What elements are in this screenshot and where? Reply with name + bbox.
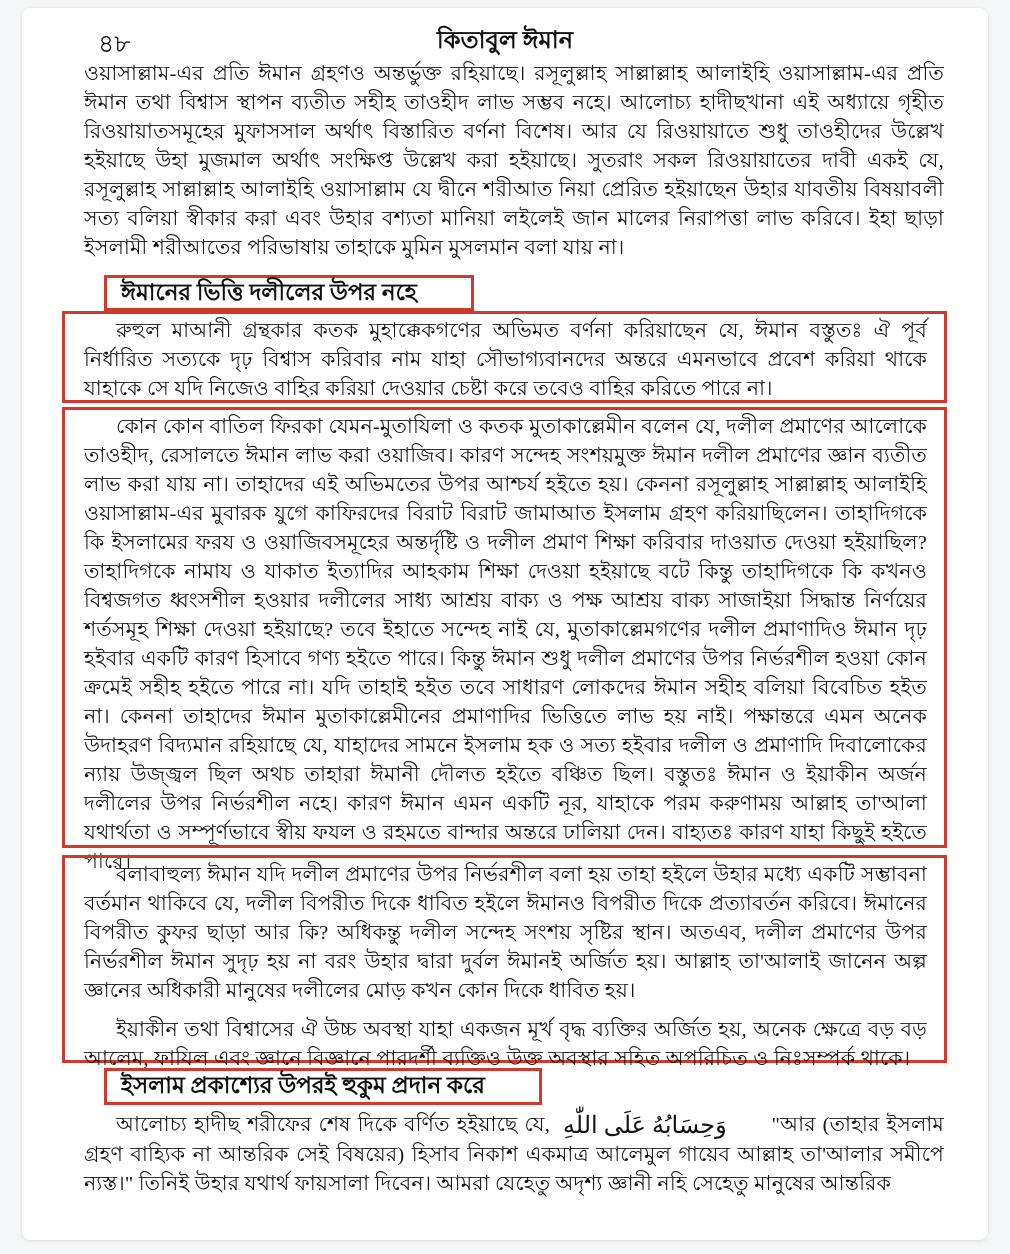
box3-paragraph-2: ইয়াকীন তথা বিশ্বাসের ঐ উচ্চ অবস্থা যাহা একজন মূর্খ বৃদ্ধ ব্যক্তির অর্জিত হয়, অনেক ক্ষেত্রে বড় বড় আলেম, ফাযিল এবং জ্ঞানে বিজ্ঞানে পারদর্শী ব্যক্তিও উক্ত অবস্থার সহিত অপরিচিত ও নিঃসম্পর্ক থাকে। [84,1019,927,1070]
section1-heading-highlight-box [104,275,474,311]
box3-content [84,861,927,1074]
section2-heading-highlight-box [104,1068,542,1105]
section1-heading: ঈমানের ভিত্তি দলীলের উপর নহে [121,279,417,305]
highlight-box-1 [62,311,947,403]
page-number: ৪৮ [98,31,131,58]
section2-heading: ইসলাম প্রকাশ্যের উপরই হুকুম প্রদান করে [121,1073,485,1098]
highlight-box-2 [62,407,947,873]
closing-paragraph [84,1111,944,1199]
highlight-box-3 [62,855,947,1070]
closing-paragraph-start: আলোচ্য হাদীছ শরীফের শেষ দিকে বর্ণিত হইয়াছে যে, [116,1114,551,1136]
box3-paragraph-1: বলাবাহুল্য ঈমান যদি দলীল প্রমাণের উপর নির্ভরশীল বলা হয় তাহা হইলে উহার মধ্যে একটি সম্ভাবনা বর্তমান থাকিবে যে, দলীল বিপরীত দিকে ধাবিত হইলে ঈমানও বিপরীত দিকে প্রত্যাবর্তন করিবে। ঈমানের বিপরীত কুফর ছাড়া আর কি? অধিকন্তু দলীল সন্দেহ সংশয় সৃষ্টির স্থান। অতএব, দলীল প্রমাণের উপর নির্ভরশীল ঈমান সুদৃঢ় হয় না বরং উহার দ্বারা দুর্বল ঈমানই অর্জিত হয়। আল্লাহ তা'আলাই জানেন অল্প জ্ঞানের অধিকারী মানুষের দলীলের মোড় কখন কোন দিকে ধাবিত হয়। [84,864,927,1002]
box2-paragraph: কোন কোন বাতিল ফিরকা যেমন-মুতাযিলা ও কতক মুতাকাল্লেমীন বলেন যে, দলীল প্রমাণের আলোকে তাওহীদ, রেসালতে ঈমান লাভ করা ওয়াজিব। কারণ সন্দেহ সংশয়মুক্ত ঈমান দলীল প্রমাণের জ্ঞান ব্যতীত লাভ করা যায় না। তাহাদের এই অভিমতের উপর আশ্চর্য হইতে হয়। কেননা রসূলুল্লাহ সাল্লাল্লাহ আলাইহি ওয়াসাল্লাম-এর মুবারক যুগে কাফিরদের বিরাট বিরাট জামাআত ইসলাম গ্রহণ করিয়াছিলেন। তাহাদিগকে কি ইসলামের ফরয ও ওয়াজিবসমূহের অন্তর্দৃষ্টি ও দলীল প্রমাণ শিক্ষা করিবার দাওয়াত দেওয়া হইয়াছিল? তাহাদিগকে নামায ও যাকাত ইত্যাদির আহকাম শিক্ষা দেওয়া হইয়াছে বটে কিন্তু তাহাদিগকে কি কখনও বিশ্বজগত ধ্বংসশীল হওয়ার দলীলের সাধ্য আশ্রয় বাক্য ও পক্ষ আশ্রয় বাক্য সাজাইয়া সিদ্ধান্ত নির্ণয়ের শর্তসমূহ শিক্ষা দেওয়া হইয়াছে? তবে ইহাতে সন্দেহ নাই যে, মুতাকাল্লেমগণের দলীল প্রমাণাদিও ঈমান দৃঢ় হইবার একটি কারণ হিসাবে গণ্য হইতে পারে। কিন্তু ঈমান শুধু দলীল প্রমাণের উপর নির্ভরশীল হওয়া কোন ক্রমেই সহীহ হইতে পারে না। যদি তাহাই হইত তবে সাধারণ লোকদের ঈমান সহীহ বলিয়া বিবেচিত হইত না। কেননা তাহাদের ঈমান মুতাকাল্লেমীনের প্রমাণাদির ভিত্তিতে লাভ হয় নাই। পক্ষান্তরে এমন অনেক উদাহরণ বিদ্যমান রহিয়াছে যে, যাহাদের সামনে ইসলাম হক ও সত্য হইবার দলীল ও প্রমাণাদি দিবালোকের ন্যায় উজ্জ্বল ছিল অথচ তাহারা ঈমানী দৌলত হইতে বঞ্চিত ছিল। বস্তুতঃ ঈমান ও ইয়াকীন অর্জন দলীলের উপর নির্ভরশীল নহে। কারণ ঈমান এমন একটি নূর, যাহাকে পরম করুণাময় আল্লাহ তা'আলা যথার্থতা ও সম্পূর্ণভাবে স্বীয় ফযল ও রহমতে বান্দার অন্তরে ঢালিয়া দেন। বাহ্যতঃ কারণ যাহা কিছুই হইতে পারে। [84,416,927,873]
box1-paragraph: রুহুল মাআনী গ্রন্থকার কতক মুহাক্কেকগণের অভিমত বর্ণনা করিয়াছেন যে, ঈমান বস্তুতঃ ঐ পূর্ব নির্ধারিত সত্যকে দৃঢ় বিশ্বাস করিবার নাম যাহা সৌভাগ্যবানদের অন্তরে এমনভাবে প্রবেশ করিয়া থাকে যাহাকে সে যদি নিজেও বাহির করিয়া দেওয়ার চেষ্টা করে তবেও বাহির করিতে পারে না। [84,320,927,400]
closing-paragraph-end: "আর (তাহার ইসলাম গ্রহণ বাহ্যিক না আন্তরিক সেই বিষয়ের) হিসাব নিকাশ একমাত্র আলেমুল গায়েব আল্লাহ তা'আলার সমীপে ন্যস্ত।" তিনিই উহার যথার্থ ফায়সালা দিবেন। আমরা যেহেতু অদৃশ্য জ্ঞানী নহি সেহেতু মানুষের আন্তরিক [84,1114,945,1195]
book-header-title: কিতাবুল ঈমান [436,28,574,54]
intro-paragraph: ওয়াসাল্লাম-এর প্রতি ঈমান গ্রহণও অন্তর্ভুক্ত রহিয়াছে। রসূলুল্লাহ সাল্লাল্লাহ আলাইহি ওয়াসাল্লাম-এর প্রতি ঈমান তথা বিশ্বাস স্থাপন ব্যতীত সহীহ তাওহীদ লাভ সম্ভব নহে। আলোচ্য হাদীছখানা এই অধ্যায়ে গৃহীত রিওয়ায়াতসমূহের মুফাসসাল অর্থাৎ বিস্তারিত বর্ণনা বিশেষ। আর যে রিওয়ায়াতে শুধু তাওহীদের উল্লেখ হইয়াছে উহা মুজমাল অর্থাৎ সংক্ষিপ্ত উল্লেখ করা হইয়াছে। সুতরাং সকল রিওয়ায়াতের দাবী একই যে, রসূলুল্লাহ সাল্লাল্লাহ আলাইহি ওয়াসাল্লাম যে দ্বীনে শরীআত নিয়া প্রেরিত হইয়াছেন উহার যাবতীয় বিষয়াবলী সত্য বলিয়া স্বীকার করা এবং উহার বশ্যতা মানিয়া লইলেই জান মালের নিরাপত্তা লাভ করিবে। ইহা ছাড়া ইসলামী শরীআতের পরিভাষায় তাহাকে মুমিন মুসলমান বলা যায় না। [84,63,944,259]
arabic-quote: وَحِسَابُهُ عَلَى اللّٰهِ [562,1113,727,1139]
scanned-book-page [22,8,988,1240]
